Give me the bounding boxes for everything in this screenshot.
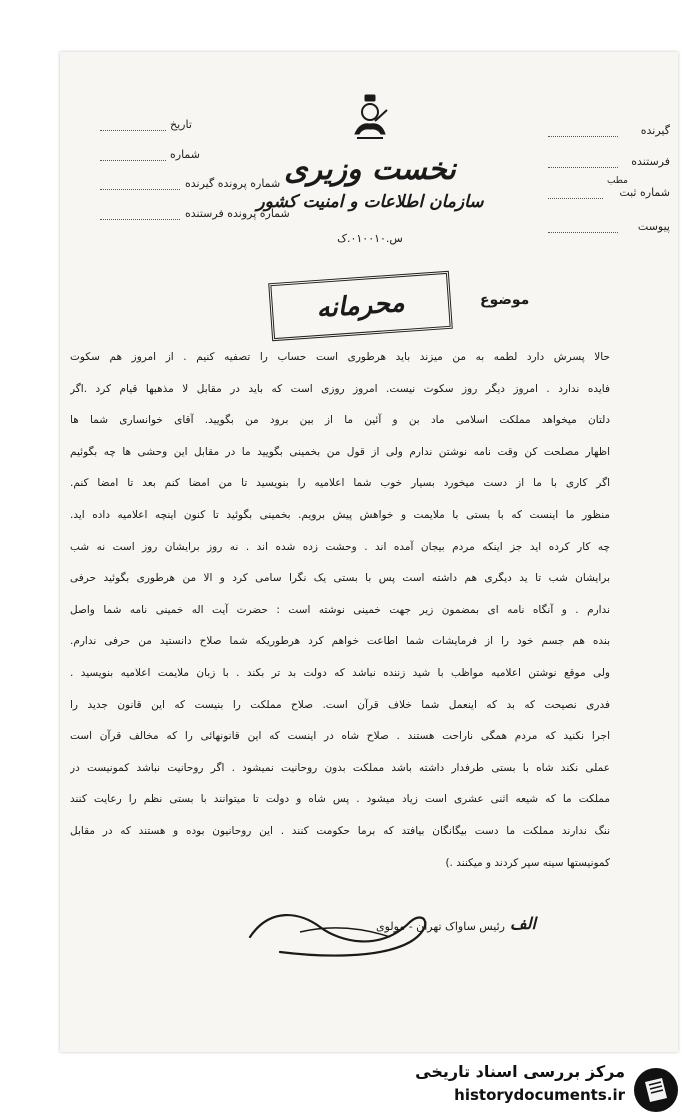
recipient-label: گیرنده <box>640 124 670 137</box>
registration-number-label: شماره ثبت <box>619 186 670 199</box>
document-page <box>60 52 678 1052</box>
body-line: مملکت ما که شیعه اثنی عشری است زیاد میشود . پس شاه و دولت تا میتوانند با بستی نظم را رعایت کنند <box>70 793 610 806</box>
archive-url[interactable]: historydocuments.ir <box>454 1086 625 1104</box>
archive-footer <box>395 1060 625 1106</box>
number-label: شماره <box>170 148 201 161</box>
body-line: اظهار مصلحت کن وقت نامه نوشتن ندارم ولی از قول من بخمینی بگویید ما در مقابل این وحشی ها چه بگوئیم <box>70 445 610 458</box>
confidential-stamp-text: محرمانه <box>315 287 406 325</box>
body-line: چه کار کرده اید جز اینکه مردم بیجان آمده اند . وحشت زده شده اند . نه روز برایشان روز است نه شب <box>70 540 610 553</box>
recipient-file-number-label: شماره پرونده گیرنده <box>185 177 281 190</box>
body-line: اگر کاری با ما از دست میخورد بسیار خوب شما اعلامیه را بنویسید تا من امضا کنم بعد تا امضا کنم. <box>70 477 610 490</box>
lion-and-sun-emblem-icon <box>345 94 395 144</box>
body-line: اجرا نکنید که مردم همگی ناراحت هستند . صلاح شاه در اینست که این قانونهائی را که مخالف قرآن است <box>70 730 610 743</box>
body-line: ولی موقع نوشتن اعلامیه مواظب با شید زننده نباشد که دولت بد تر بکند . با زبان ملایمت اعلامیه بنویسید . <box>70 666 610 679</box>
signature-prefix: الف <box>510 914 536 933</box>
body-line: حالا پسرش دارد لطمه به من میزند باید هرطوری است حساب را تصفیه کنیم . از امروز هم سکوت <box>70 351 610 363</box>
body-line: منظور ما اینست که با بستی با ملایمت و خواهش پیش برویم. بخمینی بگوئید تا کنون اینچه اعلامیه داده اید. <box>70 508 610 521</box>
sender-file-number-label: شماره پرونده فرستنده <box>185 207 290 220</box>
registration-sub-label: مطب <box>606 176 628 186</box>
archive-folder-logo-icon <box>632 1066 680 1114</box>
document-reference-number: س.۰۱۰۰۱۰.ک <box>337 232 403 245</box>
attachment-label: پیوست <box>637 220 670 233</box>
body-line: عملی نکند شاه با بستی طرفدار داشته باشد مملکت بدون روحانیت نمیشود . اگر روحانیت نباشد کمونیست در <box>70 761 610 774</box>
letter-body <box>70 342 610 879</box>
body-line: کمونیستها سینه سپر کردند و میکنند .) <box>445 856 610 869</box>
body-line: ندارم . و آنگاه نامه ای بمضمون زیر جهت خمینی نوشته است : حضرت آیت اله خمینی نامه شما واصل <box>70 603 610 616</box>
organization-title: نخست وزیری <box>284 152 456 187</box>
body-line: فدری نصیحت که بد که اینعمل شما خلاف قرآن است. صلاح مملکت را بنیست که این قانون جدید را <box>70 698 610 711</box>
organization-subtitle: سازمان اطلاعات و امنیت کشور <box>256 192 484 212</box>
body-line: دلتان میخواهد مملکت اسلامی ماد بن و آئین ما از بین برود من بگویید. آقای خوانساری شما ها <box>70 414 610 427</box>
date-label: تاریخ <box>170 118 192 131</box>
subject-label: موضوع <box>480 292 530 308</box>
body-line: ننگ ندارند مملکت ما دست بیگانگان بیافتد که برما حکومت کنند . این روحانیون بوده و هستند که در مقابل <box>70 824 610 837</box>
confidential-stamp <box>268 271 453 341</box>
archive-name: مرکز بررسی اسناد تاریخی <box>415 1062 625 1081</box>
signatory-label: رئیس ساواک تهران - مولوی <box>375 920 505 933</box>
body-line: بنده هم جسم خود را از فرمایشات شما اطاعت خواهم کرد هرطوریکه شما صلاح دانستید من حرفی ندارم. <box>70 635 610 648</box>
body-line: برایشان شب تا ید دیگری هم داشته است پس با بستی یک نگرا سامی کرد و الا من هرطوری بگوئید حرفی <box>70 572 610 585</box>
sender-label: فرستنده <box>631 155 670 168</box>
body-line: فایده ندارد . امروز دیگر روز سکوت نیست. امروز روزی است که باید در مقابل لا مذهبها قیام کرد .اگر <box>70 382 610 395</box>
